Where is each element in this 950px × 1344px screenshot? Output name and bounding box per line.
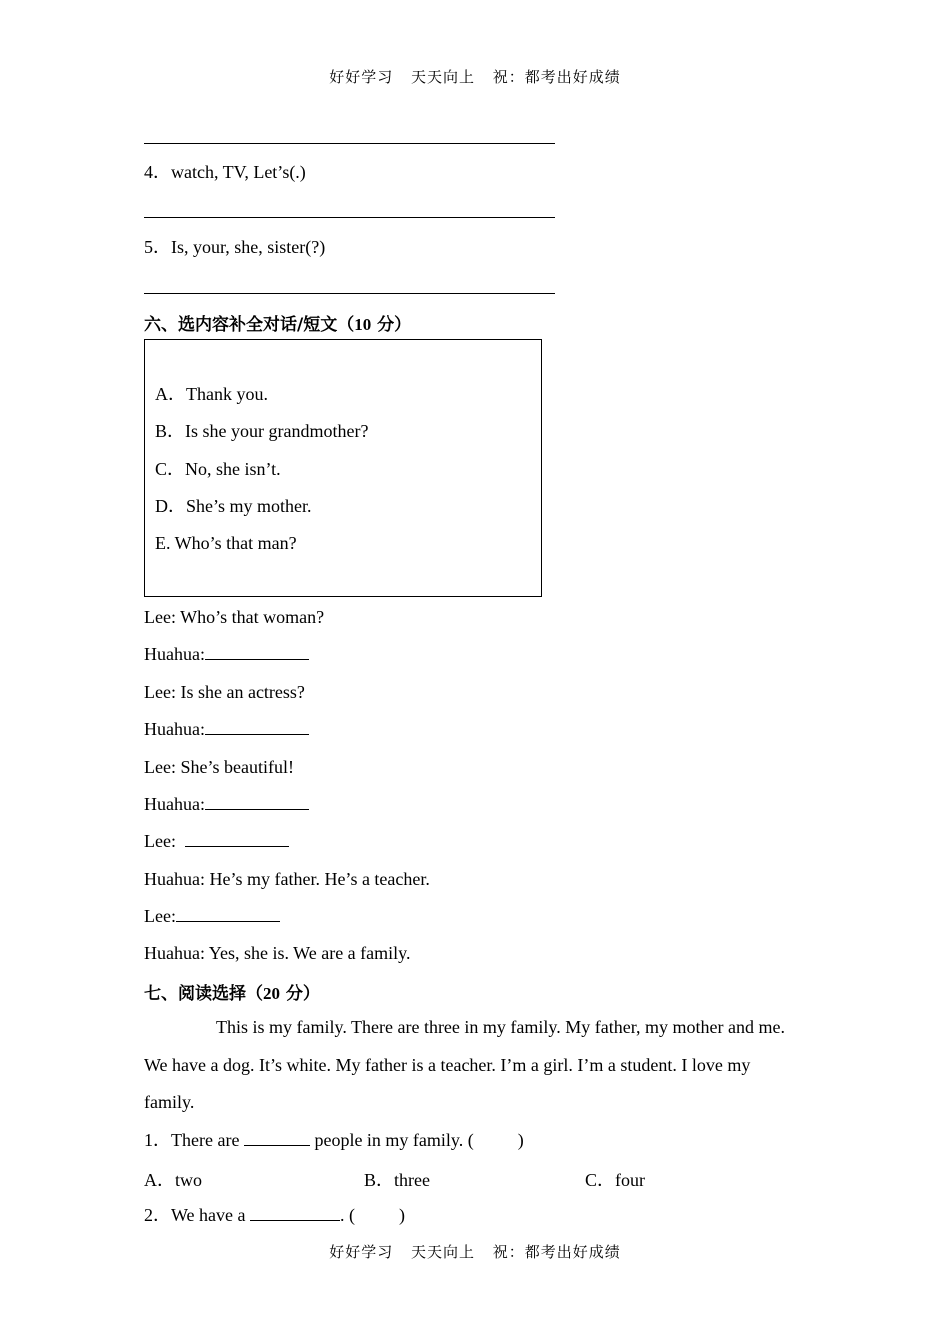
footer-motto-2: 天天向上 [410, 1243, 475, 1261]
footer-motto-1: 好好学习 [329, 1243, 394, 1261]
header-motto-1: 好好学习 [329, 68, 394, 86]
dialogue-line-10: Huahua: Yes, she is. We are a family. [144, 943, 411, 963]
options-box [144, 339, 542, 597]
dialogue-line-8: Huahua: He’s my father. He’s a teacher. [144, 869, 430, 889]
option-e: E. Who’s that man? [155, 533, 297, 553]
answer-line-5[interactable] [144, 293, 555, 294]
dialogue-line-3: Lee: Is she an actress? [144, 682, 305, 702]
answer-blank[interactable] [205, 793, 309, 810]
reading-question-2: 2．We have a . ( ) [144, 1205, 406, 1225]
answer-line-3[interactable] [144, 143, 555, 144]
page-footer [0, 1241, 950, 1262]
footer-motto-3: 祝：都考出好成绩 [492, 1243, 621, 1261]
dialogue-line-2: Huahua: [144, 643, 309, 665]
choice-c[interactable]: C．four [585, 1170, 645, 1190]
option-b: B．Is she your grandmother? [155, 421, 369, 441]
reading-question-1: 1．There are people in my family. ( ) [144, 1130, 524, 1150]
question-4: 4．watch, TV, Let’s(.) [144, 162, 306, 182]
section-6-title: 六、选内容补全对话/短文（10 分） [144, 315, 412, 335]
reading-passage: This is my family. There are three in my family. My father, my mother and me. We have a dog. It’s white. My father is a teacher. I’m a girl. I’m a student. I love my family. [144, 1017, 785, 1112]
answer-blank[interactable] [205, 643, 309, 660]
section-7-title: 七、阅读选择（20 分） [144, 984, 320, 1004]
option-d: D．She’s my mother. [155, 496, 312, 516]
answer-blank[interactable] [176, 905, 280, 922]
dialogue-line-6: Huahua: [144, 793, 309, 815]
dialogue-line-9: Lee: [144, 905, 280, 927]
answer-blank[interactable] [244, 1129, 310, 1146]
answer-blank[interactable] [185, 830, 289, 847]
option-a: A．Thank you. [155, 384, 268, 404]
choice-a[interactable]: A．two [144, 1170, 202, 1190]
dialogue-line-5: Lee: She’s beautiful! [144, 757, 294, 777]
answer-blank[interactable] [250, 1204, 340, 1221]
question-5: 5．Is, your, she, sister(?) [144, 237, 326, 257]
dialogue-line-4: Huahua: [144, 718, 309, 740]
dialogue-line-1: Lee: Who’s that woman? [144, 607, 325, 627]
choice-b[interactable]: B．three [364, 1170, 430, 1190]
answer-blank[interactable] [205, 718, 309, 735]
answer-line-4[interactable] [144, 217, 555, 218]
header-motto-3: 祝：都考出好成绩 [492, 68, 621, 86]
dialogue-line-7: Lee: [144, 830, 289, 852]
page-header [0, 66, 950, 87]
header-motto-2: 天天向上 [410, 68, 475, 86]
option-c: C．No, she isn’t. [155, 459, 281, 479]
